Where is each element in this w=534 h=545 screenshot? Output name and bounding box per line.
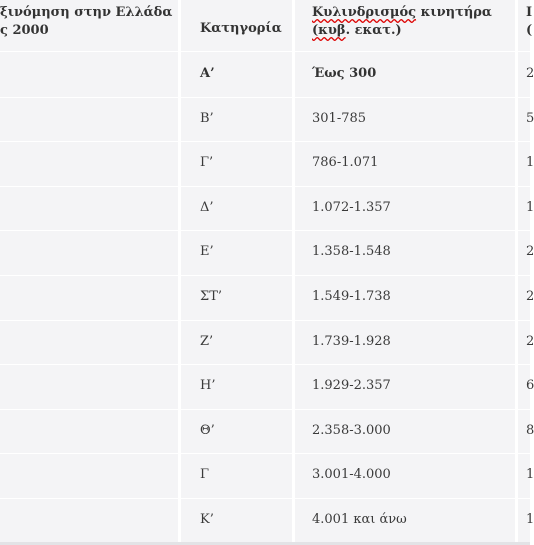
header-col1-line1: ξινόμηση στην Ελλάδα <box>0 5 173 20</box>
value-cell-clipped: 1 <box>526 467 534 482</box>
value-cell-clipped: 5 <box>526 111 534 126</box>
displacement-cell: 1.072-1.357 <box>312 200 391 215</box>
value-cell-clipped: 2 <box>526 334 534 349</box>
header-col4-line1: Ι <box>526 5 533 20</box>
header-col4-line2: ( <box>526 23 533 38</box>
header-displacement-line1: Κυλινδρισμός κινητήρα <box>312 5 492 20</box>
category-cell: Ε’ <box>200 244 214 259</box>
value-cell-clipped: 2 <box>526 289 534 304</box>
header-category: Κατηγορία <box>200 21 282 36</box>
displacement-cell: 786-1.071 <box>312 155 379 170</box>
category-cell: ΣΤ’ <box>200 289 222 304</box>
category-cell: Γ’ <box>200 155 214 170</box>
value-cell-clipped: 6 <box>526 378 534 393</box>
value-cell-clipped: 1 <box>526 200 534 215</box>
category-cell: Α’ <box>200 66 215 81</box>
category-cell: Γ <box>200 467 210 482</box>
row-divider <box>0 320 530 321</box>
value-cell-clipped: 2 <box>526 66 534 81</box>
row-divider <box>0 230 530 231</box>
displacement-cell: 301-785 <box>312 111 367 126</box>
header-displacement-line2: (κυβ. εκατ.) <box>312 23 402 38</box>
header-col1-line2: ς 2000 <box>0 23 49 38</box>
displacement-cell: 4.001 και άνω <box>312 512 407 527</box>
displacement-cell: 1.929-2.357 <box>312 378 391 393</box>
value-cell-clipped: 1 <box>526 512 534 527</box>
column-1-background <box>0 0 178 542</box>
displacement-cell: 1.358-1.548 <box>312 244 391 259</box>
row-divider <box>0 364 530 365</box>
row-divider <box>0 97 530 98</box>
category-cell: Η’ <box>200 378 216 393</box>
displacement-cell: 3.001-4.000 <box>312 467 391 482</box>
row-divider <box>0 141 530 142</box>
displacement-cell: Έως 300 <box>312 66 377 81</box>
category-cell: Δ’ <box>200 200 214 215</box>
row-divider <box>0 275 530 276</box>
column-2-background <box>181 0 292 542</box>
row-divider <box>0 498 530 499</box>
displacement-cell: 1.549-1.738 <box>312 289 391 304</box>
category-cell: Κ’ <box>200 512 214 527</box>
category-cell: Β’ <box>200 111 214 126</box>
value-cell-clipped: 8 <box>526 423 534 438</box>
displacement-cell: 1.739-1.928 <box>312 334 391 349</box>
displacement-cell: 2.358-3.000 <box>312 423 391 438</box>
value-cell-clipped: 1 <box>526 155 534 170</box>
row-divider <box>0 409 530 410</box>
value-cell-clipped: 2 <box>526 244 534 259</box>
row-divider <box>0 186 530 187</box>
category-cell: Ζ’ <box>200 334 214 349</box>
row-divider <box>0 453 530 454</box>
row-divider <box>0 51 530 52</box>
category-cell: Θ’ <box>200 423 215 438</box>
